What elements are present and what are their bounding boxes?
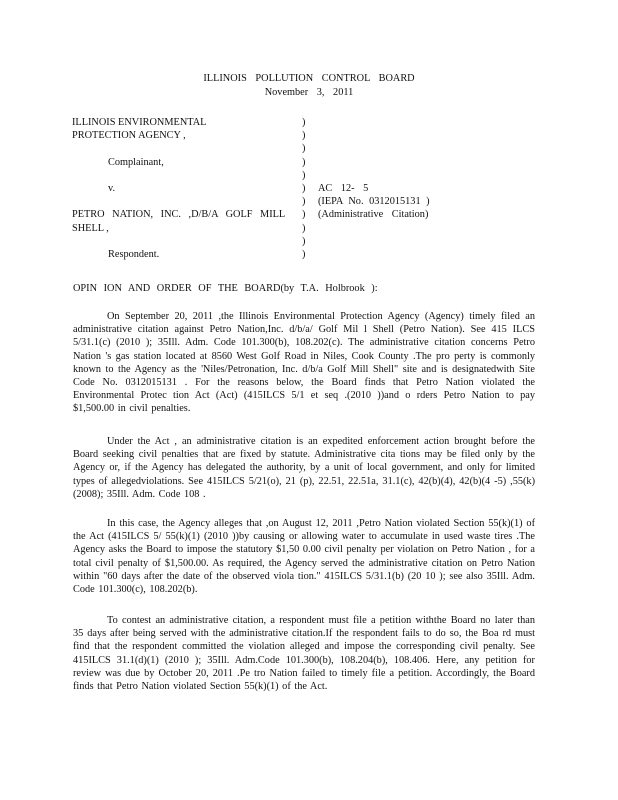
opinion-paragraph-1 xyxy=(73,310,535,416)
caption-paren: ) xyxy=(302,130,306,142)
caption-paren: ) xyxy=(302,249,306,261)
opinion-paragraph-2 xyxy=(73,435,535,501)
case-number: AC 12- 5 xyxy=(318,183,369,194)
caption-paren: ) xyxy=(302,196,306,208)
caption-paren: ) xyxy=(302,169,306,181)
caption-spacer xyxy=(72,142,302,155)
caption-paren: ) xyxy=(302,235,306,247)
caption-paren: ) xyxy=(302,156,306,168)
citation-type: (Administrative Citation) xyxy=(318,209,429,221)
caption-spacer xyxy=(72,169,302,182)
complainant-name-line-2: PROTECTION AGENCY , xyxy=(72,130,186,142)
opinion-paragraph-3 xyxy=(73,517,535,596)
caption-spacer xyxy=(72,235,302,248)
caption-paren: ) xyxy=(302,183,306,195)
versus-label: v. xyxy=(108,182,116,194)
paragraph-text: To contest an administrative citation, a respondent must file a petition withthe Board no later than 35 days after being served with the administrative citation.If the respondent fails to do so, the Boa rd must find that the respondent committed the violation alleged and impose the corresponding civil penalty. See 415ILCS 31.1(d)(1) (2010 ); 35Ill. Adm.Code 101.300(b), 108.204(b), 108.406. Here, any petition for review was due by October 20, 2011 .Pe tro Nation failed to timely file a petition. Accordingly, the Board finds that Petro Nation violated Section 55(k)(1) of the Act. xyxy=(73,615,535,693)
caption-paren: ) xyxy=(302,117,306,128)
case-caption-numbers xyxy=(318,182,488,222)
respondent-role: Respondent. xyxy=(108,248,160,260)
complainant-name-line-1: ILLINOIS ENVIRONMENTAL xyxy=(72,117,207,128)
opinion-paragraph-4 xyxy=(73,614,535,693)
paragraph-text: On September 20, 2011 ,the Illinois Environmental Protection Agency (Agency) timely filed an administrative citation against Petro Nation,Inc. d/b/a/ Golf Mil l Shell (Petro Nation). See 415 ILCS 5/31.1(c) (2010 ); 35Ill. Adm. Code 101.300(b), 108.202(c). The administrative citation concerns Petro Nation 's gas station located at 8560 West Golf Road in Niles, Cook County .The pro perty is commonly known to the Agency as the 'Niles/Petronation, Inc. d/b/a Golf Mill Shell" site and is designatedwith Site Code No. 0312015131 . For the reasons below, the Board finds that Petro Nation violated the Environmental Protec tion Act (Act) (415ILCS 5/1 et seq .(2010 ))and o rders Petro Nation to pay $1,500.00 in civil penalties. xyxy=(73,311,535,415)
paragraph-text: Under the Act , an administrative citation is an expedited enforcement action brought before the Board seeking civil penalties that are fixed by statute. Administrative cita tions may be filed only by the Agency or, if the Agency has delegated the authority, by a unit of local government, and only for limited types of allegedviolations. See 415ILCS 5/21(o), 21 (p), 22.51, 22.51a, 31.1(c), 42(b)(4), 42(b)(4 -5) ,55(k) (2008); 35Ill. Adm. Code 108 . xyxy=(73,436,535,500)
caption-paren-column xyxy=(302,116,312,261)
caption-paren: ) xyxy=(302,209,306,221)
respondent-name-line-2: SHELL , xyxy=(72,222,109,234)
board-name-heading: ILLINOIS POLLUTION CONTROL BOARD xyxy=(203,73,415,84)
caption-spacer xyxy=(72,195,302,208)
decision-date: November 3, 2011 xyxy=(264,87,354,98)
complainant-role: Complainant, xyxy=(108,156,164,168)
case-caption-parties xyxy=(72,116,302,261)
paragraph-text: In this case, the Agency alleges that ,on August 12, 2011 ,Petro Nation violated Section 55(k)(1) of the Act (415ILCS 5/ 55(k)(1) (2010 ))by causing or allowing water to accumulate in used waste tires .The Agency asks the Board to impose the statutory $1,50 0.00 civil penalty per violation on Petro Nation , for a total civil penalty of $1,500.00. As required, the Agency served the administrative citation on Petro Nation within "60 days after the date of the observed viola tion." 415ILCS 5/31.1(b) (20 10 ); see also 35Ill. Adm. Code 101.300(c), 108.202(b). xyxy=(73,518,535,596)
opinion-title: OPIN ION AND ORDER OF THE BOARD(by T.A. Holbrook ): xyxy=(73,283,378,294)
caption-paren: ) xyxy=(302,222,306,234)
iepa-number: (IEPA No. 0312015131 ) xyxy=(318,196,430,208)
respondent-name-line-1: PETRO NATION, INC. ,D/B/A GOLF MILL xyxy=(72,209,286,221)
caption-paren: ) xyxy=(302,143,306,155)
